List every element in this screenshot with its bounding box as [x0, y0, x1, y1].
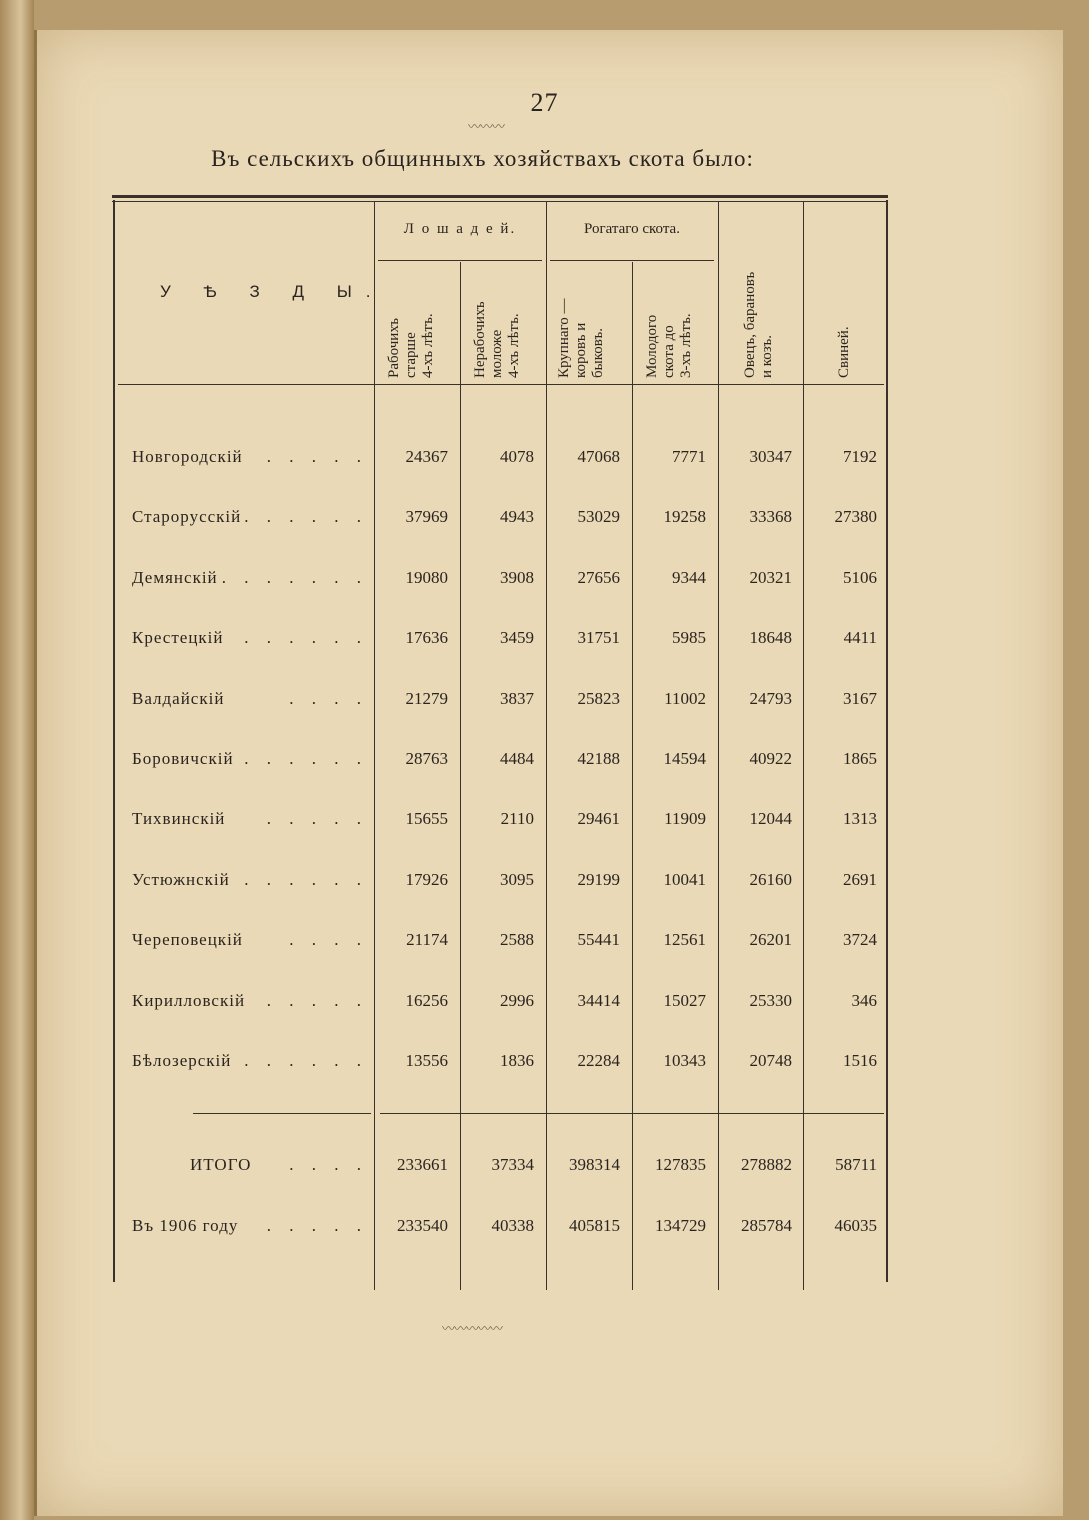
- table-cell: 1865: [843, 749, 877, 768]
- row-leader-dots: . . . . .: [266, 447, 368, 466]
- table-cell: 1516: [843, 1051, 877, 1070]
- table-cell: 4411: [843, 628, 877, 648]
- table-cell: 42188: [577, 749, 620, 768]
- table-cell: 40922: [749, 749, 792, 768]
- table-cell: 31751: [577, 628, 620, 648]
- table-cell: 12561: [663, 930, 706, 950]
- table-cell: 17636: [405, 628, 448, 648]
- table-cell: 1836: [500, 1051, 534, 1070]
- table-cell: 47068: [577, 447, 620, 466]
- table-cell: 2110: [500, 809, 534, 829]
- table-cell: 53029: [577, 507, 620, 527]
- table-cell: 7192: [843, 447, 877, 466]
- table-cell: 15655: [405, 809, 448, 829]
- table-cell: 3908: [500, 567, 534, 587]
- row-leader-dots: . . . . . . .: [221, 567, 368, 587]
- row-label: Череповецкій: [132, 930, 243, 950]
- group-underline-horses: [378, 260, 542, 261]
- table-cell: 5985: [672, 628, 706, 648]
- table-cell: 1313: [843, 809, 877, 829]
- table-cell: 18648: [749, 628, 792, 648]
- row-leader-dots: . . . .: [289, 1155, 368, 1174]
- row-label: Валдайскій: [132, 688, 225, 708]
- col-header-young-horses: Нерабочихъ моложе 4-хъ лѣтъ.: [472, 301, 522, 378]
- table-cell: 26160: [749, 869, 792, 889]
- table-cell: 2996: [500, 990, 534, 1010]
- row-label: Бѣлозерскій: [132, 1051, 232, 1070]
- table-cell: 3095: [500, 869, 534, 889]
- table-top-rule: [112, 195, 888, 198]
- header-bottom-rule: [118, 384, 884, 385]
- table-cell: 20321: [749, 567, 792, 587]
- table-cell: 19258: [663, 507, 706, 527]
- row-leader-dots: . . . . . .: [244, 628, 368, 648]
- table-cell: 285784: [741, 1216, 792, 1235]
- row-label: ИТОГО: [190, 1155, 252, 1174]
- table-cell: 37334: [491, 1155, 534, 1174]
- table-cell: 398314: [569, 1155, 620, 1174]
- table-cell: 2691: [843, 869, 877, 889]
- col-header-large-cattle: Крупнаго — коровъ и быковъ.: [556, 298, 606, 378]
- table-cell: 27656: [577, 567, 620, 587]
- table-cell: 24367: [405, 447, 448, 466]
- table-cell: 346: [851, 990, 877, 1010]
- table-cell: 12044: [749, 809, 792, 829]
- table-cell: 127835: [655, 1155, 706, 1174]
- col-divider: [546, 202, 547, 1290]
- table-right-border: [886, 200, 888, 1282]
- book-spine: [0, 0, 34, 1520]
- table-cell: 11002: [664, 688, 706, 708]
- group-header-horses: Л о ш а д е й.: [403, 221, 517, 237]
- table-cell: 3837: [500, 688, 534, 708]
- table-left-border: [113, 200, 115, 1282]
- table-cell: 5106: [843, 567, 877, 587]
- table-cell: 19080: [405, 567, 448, 587]
- total-separator-right: [380, 1113, 884, 1114]
- table-cell: 58711: [835, 1155, 877, 1174]
- col-header-sheep-goats: Овецъ, барановъ и козъ.: [742, 271, 775, 378]
- table-cell: 21279: [405, 688, 448, 708]
- table-cell: 16256: [405, 990, 448, 1010]
- table-cell: 3724: [843, 930, 877, 950]
- table-cell: 33368: [749, 507, 792, 527]
- table-cell: 25330: [749, 990, 792, 1010]
- table-cell: 233661: [397, 1155, 448, 1174]
- table-cell: 7771: [672, 447, 706, 466]
- table-cell: 34414: [577, 990, 620, 1010]
- col-divider: [632, 262, 633, 1290]
- table-cell: 10041: [663, 869, 706, 889]
- table-top-rule-thin: [112, 201, 888, 202]
- row-leader-dots: . . . . . .: [244, 749, 368, 768]
- table-cell: 4078: [500, 447, 534, 466]
- row-label: Новгородскій: [132, 447, 243, 466]
- col-divider: [718, 202, 719, 1290]
- row-label: Боровичскій: [132, 749, 234, 768]
- col-header-young-cattle: Молодого скота до 3-хъ лѣтъ.: [644, 313, 694, 378]
- row-leader-dots: . . . . . .: [244, 1051, 368, 1070]
- group-header-cattle: Рогатаго скота.: [584, 221, 680, 237]
- table-cell: 4484: [500, 749, 534, 768]
- row-label: Тихвинскій: [132, 809, 226, 829]
- row-leader-dots: . . . . .: [266, 1216, 368, 1235]
- row-label: Крестецкій: [132, 628, 224, 648]
- table-heading: Въ сельскихъ общинныхъ хозяйствахъ скота было:: [211, 146, 754, 171]
- table-cell: 30347: [749, 447, 792, 466]
- row-label: Кирилловскій: [132, 990, 246, 1010]
- table-cell: 14594: [663, 749, 706, 768]
- table-cell: 2588: [500, 930, 534, 950]
- ornament-top: 〰〰〰: [468, 119, 505, 134]
- row-leader-dots: . . . .: [289, 688, 368, 708]
- table-cell: 17926: [405, 869, 448, 889]
- total-separator-left: [193, 1113, 371, 1114]
- col-divider: [803, 202, 804, 1290]
- table-cell: 3459: [500, 628, 534, 648]
- table-cell: 46035: [834, 1216, 877, 1235]
- table-cell: 4943: [500, 507, 534, 527]
- table-cell: 29461: [577, 809, 620, 829]
- table-cell: 21174: [406, 930, 448, 950]
- table-cell: 40338: [491, 1216, 534, 1235]
- table-cell: 20748: [749, 1051, 792, 1070]
- table-cell: 3167: [843, 688, 877, 708]
- table-cell: 10343: [663, 1051, 706, 1070]
- table-cell: 22284: [577, 1051, 620, 1070]
- row-leader-dots: . . . . . .: [244, 507, 368, 527]
- table-cell: 405815: [569, 1216, 620, 1235]
- stub-header: У Ѣ З Д Ы.: [160, 282, 385, 301]
- table-cell: 13556: [405, 1051, 448, 1070]
- row-label: Старорусскій: [132, 507, 242, 527]
- table-cell: 27380: [834, 507, 877, 527]
- page: [34, 30, 1063, 1516]
- col-header-pigs: Свиней.: [836, 326, 852, 378]
- row-leader-dots: . . . .: [289, 930, 368, 950]
- row-leader-dots: . . . . .: [266, 809, 368, 829]
- row-label: Демянскій: [132, 567, 218, 587]
- row-label: Устюжнскій: [132, 869, 230, 889]
- table-cell: 15027: [663, 990, 706, 1010]
- page-number: 27: [530, 88, 559, 117]
- table-cell: 37969: [405, 507, 448, 527]
- row-leader-dots: . . . . . .: [244, 869, 368, 889]
- table-cell: 9344: [672, 567, 706, 587]
- ornament-bottom: 〰〰〰〰〰: [442, 1321, 503, 1336]
- table-cell: 24793: [749, 688, 792, 708]
- table-cell: 55441: [577, 930, 620, 950]
- col-divider: [460, 262, 461, 1290]
- table-cell: 26201: [749, 930, 792, 950]
- row-leader-dots: . . . . .: [266, 990, 368, 1010]
- table-cell: 233540: [397, 1216, 448, 1235]
- table-cell: 134729: [655, 1216, 706, 1235]
- table-cell: 28763: [405, 749, 448, 768]
- group-underline-cattle: [550, 260, 714, 261]
- table-cell: 25823: [577, 688, 620, 708]
- col-header-working-horses: Рабочихъ старше 4-хъ лѣтъ.: [386, 313, 436, 378]
- col-divider: [374, 202, 375, 1290]
- table-cell: 11909: [664, 809, 706, 829]
- table-cell: 278882: [741, 1155, 792, 1174]
- table-cell: 29199: [577, 869, 620, 889]
- row-label: Въ 1906 году: [132, 1216, 239, 1235]
